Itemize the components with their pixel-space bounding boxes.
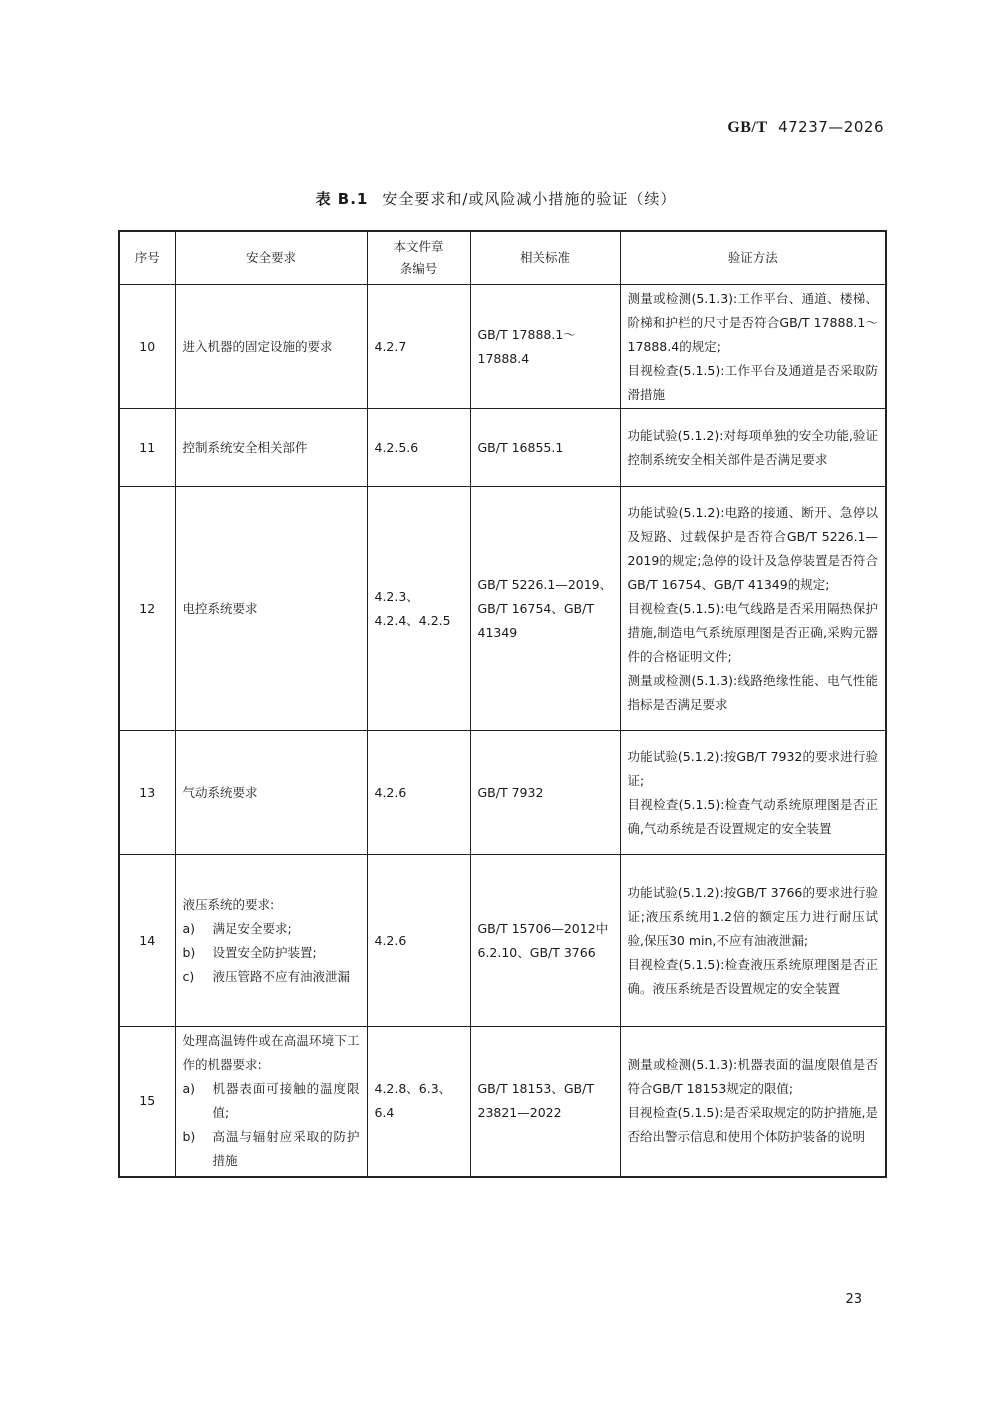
cell-method <box>620 1027 886 1177</box>
cell-no: 15 <box>119 1027 175 1177</box>
cell-requirement <box>175 285 367 409</box>
table-header-row <box>119 231 886 285</box>
cell-requirement <box>175 731 367 855</box>
cell-section: 4.2.8、6.3、6.4 <box>367 1027 470 1177</box>
cell-section: 4.2.3、4.2.4、4.2.5 <box>367 487 470 731</box>
requirement-text: 气动系统要求 <box>182 784 258 800</box>
header-method: 验证方法 <box>620 231 886 285</box>
cell-section: 4.2.6 <box>367 855 470 1027</box>
cell-standard: GB/T 16855.1 <box>470 409 620 487</box>
cell-requirement <box>175 1027 367 1177</box>
table-body <box>119 285 886 1177</box>
requirement-text: 处理高温铸件或在高温环境下工作的机器要求: <box>182 1033 360 1073</box>
header-no: 序号 <box>119 231 175 285</box>
requirement-text: 控制系统安全相关部件 <box>182 439 308 455</box>
method-line: 目视检查(5.1.5):检查液压系统原理图是否正确。液压系统是否设置规定的安全装置 <box>627 956 878 996</box>
item-marker: b) <box>182 944 196 960</box>
header-standard: 相关标准 <box>470 231 620 285</box>
table-row <box>119 285 886 409</box>
header-section-line2: 条编号 <box>399 261 438 276</box>
item-text: 高温与辐射应采取的防护措施 <box>212 1129 360 1169</box>
table-number: 表 B.1 <box>315 190 369 208</box>
requirement-item <box>183 917 360 941</box>
requirement-text: 液压系统的要求: <box>182 896 275 912</box>
header-requirement: 安全要求 <box>175 231 367 285</box>
cell-requirement <box>175 409 367 487</box>
method-line: 功能试验(5.1.2):按GB/T 7932的要求进行验证; <box>627 748 878 788</box>
table-row <box>119 409 886 487</box>
table-title: 安全要求和/或风险减小措施的验证（续） <box>382 190 677 208</box>
method-line: 目视检查(5.1.5):检查气动系统原理图是否正确,气动系统是否设置规定的安全装置 <box>627 796 878 836</box>
cell-method <box>620 731 886 855</box>
cell-requirement <box>175 487 367 731</box>
cell-section: 4.2.5.6 <box>367 409 470 487</box>
requirement-item <box>183 965 360 989</box>
table-row <box>119 731 886 855</box>
table-row <box>119 855 886 1027</box>
header-section <box>367 231 470 285</box>
cell-no: 11 <box>119 409 175 487</box>
cell-standard: GB/T 7932 <box>470 731 620 855</box>
item-marker: b) <box>182 1129 196 1145</box>
cell-no: 14 <box>119 855 175 1027</box>
cell-method <box>620 285 886 409</box>
method-line: 测量或检测(5.1.3):机器表面的温度限值是否符合GB/T 18153规定的限值; <box>627 1057 878 1097</box>
method-line: 目视检查(5.1.5):工作平台及通道是否采取防滑措施 <box>627 362 878 402</box>
method-line: 功能试验(5.1.2):对每项单独的安全功能,验证控制系统安全相关部件是否满足要求 <box>627 427 878 467</box>
item-marker: a) <box>182 920 196 936</box>
cell-section: 4.2.6 <box>367 731 470 855</box>
method-line: 功能试验(5.1.2):按GB/T 3766的要求进行验证;液压系统用1.2倍的额定压力进行耐压试验,保压30 min,不应有油液泄漏; <box>627 884 878 948</box>
page-number: 23 <box>845 1292 862 1307</box>
requirement-item <box>183 1125 360 1173</box>
cell-no: 10 <box>119 285 175 409</box>
header-section-line1: 本文件章 <box>393 239 444 254</box>
cell-no: 13 <box>119 731 175 855</box>
standard-prefix: GB/T <box>727 119 768 136</box>
cell-method <box>620 487 886 731</box>
method-line: 测量或检测(5.1.3):线路绝缘性能、电气性能指标是否满足要求 <box>627 672 878 712</box>
table-caption <box>0 188 992 209</box>
item-marker: a) <box>182 1081 196 1097</box>
item-text: 设置安全防护装置; <box>212 944 317 960</box>
requirement-text: 电控系统要求 <box>182 600 258 616</box>
method-line: 目视检查(5.1.5):电气线路是否采用隔热保护措施,制造电气系统原理图是否正确,采购元器件的合格证明文件; <box>627 600 878 664</box>
table-row <box>119 487 886 731</box>
method-line: 功能试验(5.1.2):电路的接通、断开、急停以及短路、过载保护是否符合GB/T 5226.1—2019的规定;急停的设计及急停装置是否符合GB/T 16754、GB/T 41349的规定; <box>627 504 878 592</box>
item-text: 满足安全要求; <box>212 920 292 936</box>
cell-section: 4.2.7 <box>367 285 470 409</box>
method-line: 目视检查(5.1.5):是否采取规定的防护措施,是否给出警示信息和使用个体防护装备的说明 <box>627 1105 878 1145</box>
requirement-text: 进入机器的固定设施的要求 <box>182 338 333 354</box>
cell-standard: GB/T 17888.1～17888.4 <box>470 285 620 409</box>
cell-standard: GB/T 15706—2012中6.2.10、GB/T 3766 <box>470 855 620 1027</box>
cell-requirement <box>175 855 367 1027</box>
item-marker: c) <box>182 968 195 984</box>
standard-header <box>727 118 884 137</box>
table-row <box>119 1027 886 1177</box>
method-line: 测量或检测(5.1.3):工作平台、通道、楼梯、阶梯和护栏的尺寸是否符合GB/T 17888.1～17888.4的规定; <box>627 290 878 354</box>
cell-no: 12 <box>119 487 175 731</box>
cell-method <box>620 855 886 1027</box>
requirement-item <box>183 941 360 965</box>
cell-standard: GB/T 18153、GB/T 23821—2022 <box>470 1027 620 1177</box>
standard-number: 47237—2026 <box>778 118 884 136</box>
cell-method <box>620 409 886 487</box>
item-text: 液压管路不应有油液泄漏 <box>212 968 351 984</box>
requirements-table <box>118 230 887 1178</box>
cell-standard: GB/T 5226.1—2019、GB/T 16754、GB/T 41349 <box>470 487 620 731</box>
requirement-item <box>183 1077 360 1125</box>
item-text: 机器表面可接触的温度限值; <box>212 1081 360 1121</box>
